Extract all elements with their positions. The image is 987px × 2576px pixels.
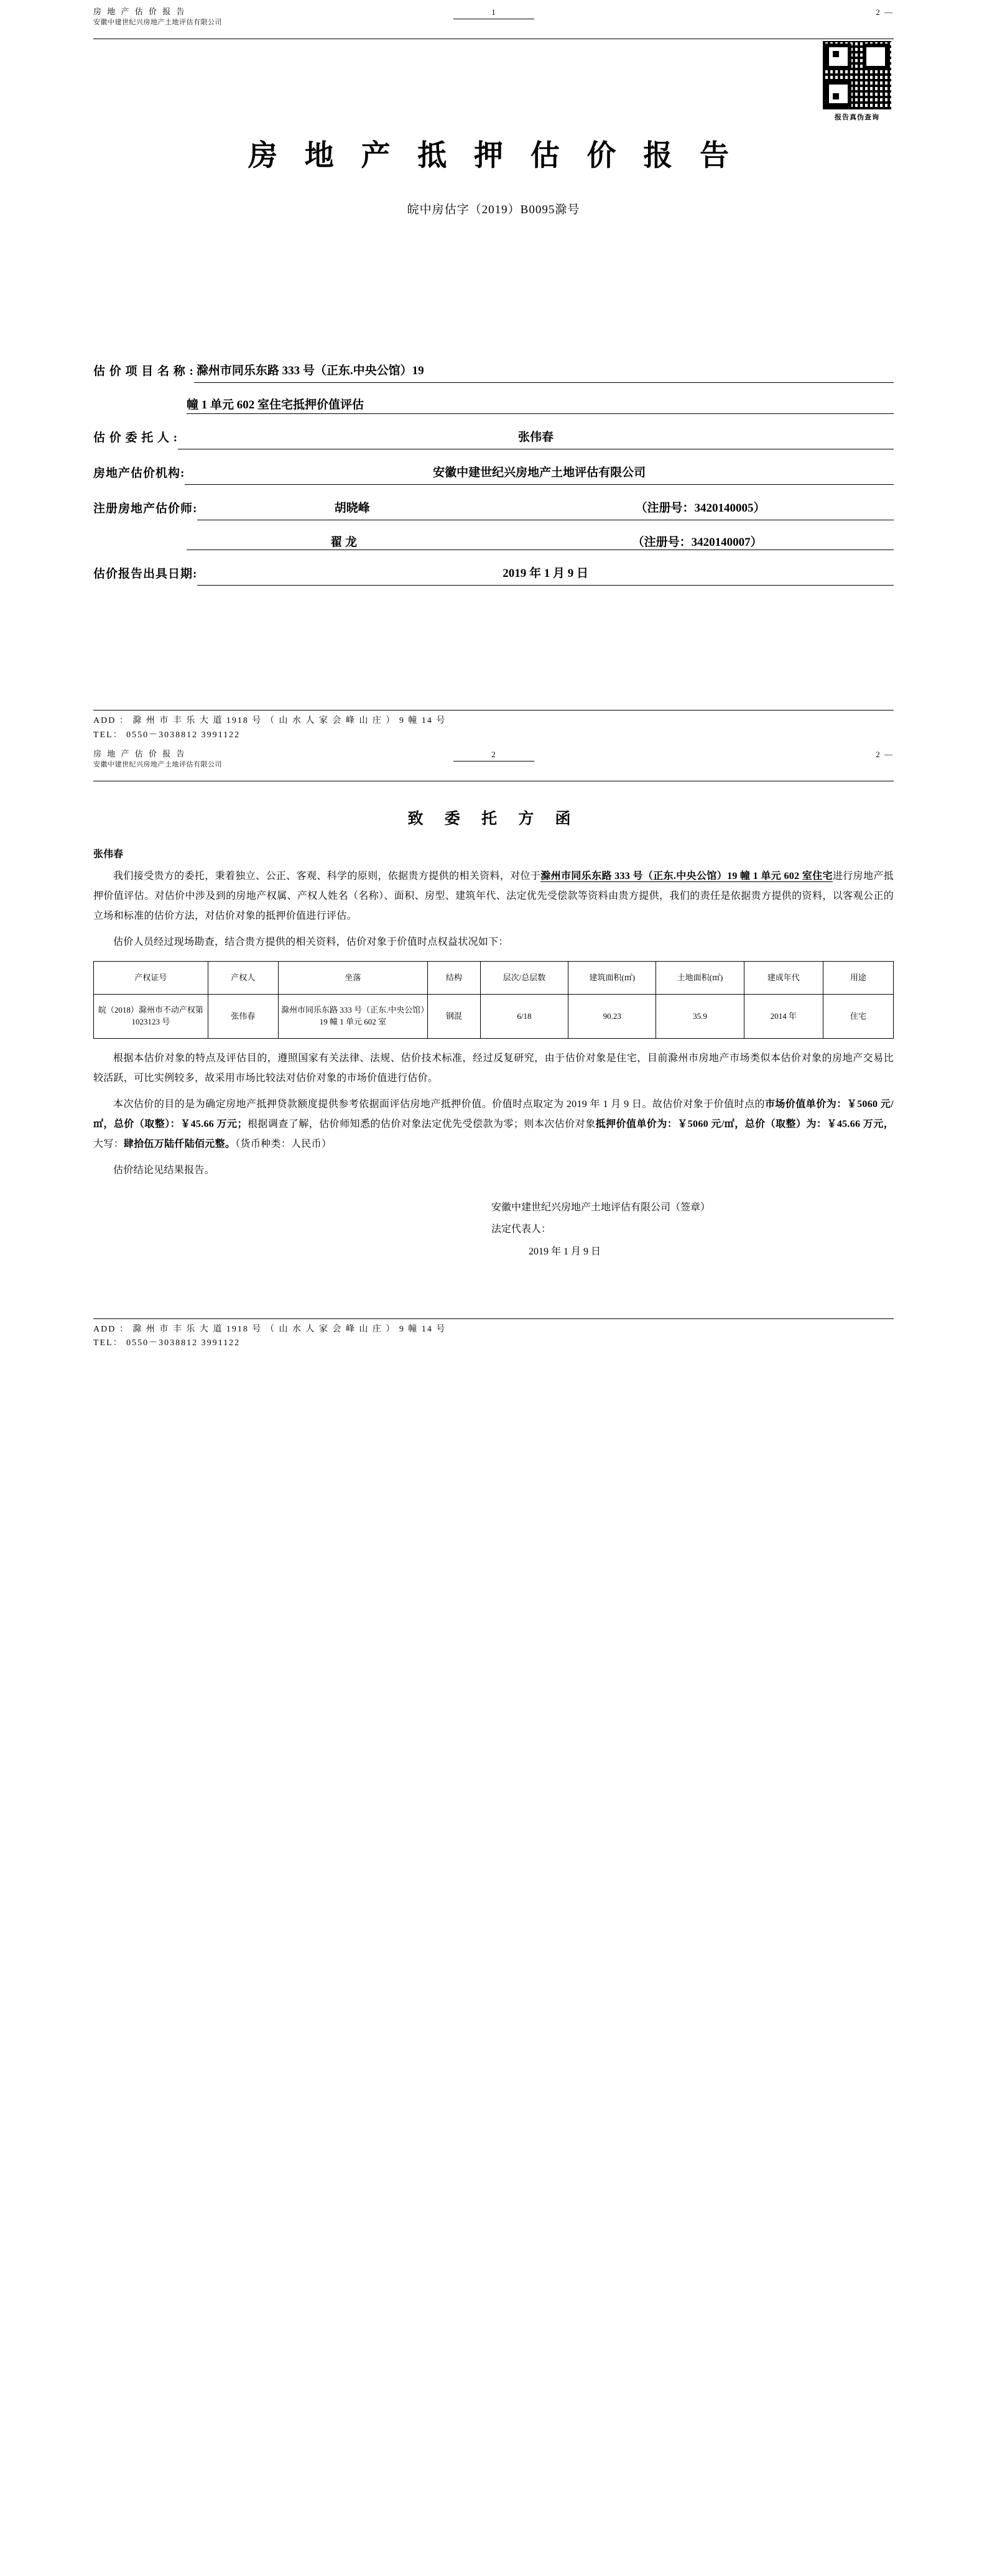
th-build-year: 建成年代	[744, 962, 823, 995]
page-cover	[0, 0, 987, 742]
td-build-area: 90.23	[568, 995, 656, 1039]
letter-p1-text-b: 进行房地产抵押价值评估。对估价中涉及到的房地产权属、产权人姓名（名称）、面积、房型、建筑年代、法定优先受偿款等资料由贵方提供，我们的责任是依据贵方提供的资料，以客观公正的立场和标准的估价方法，对估价对象的抵押价值进行评估。	[93, 871, 894, 922]
field-project-name-line2	[93, 395, 894, 414]
field-issue-date	[93, 563, 894, 586]
letter-paragraph-4	[93, 1095, 894, 1154]
letter-p4-text-e: （货币种类：人民币）	[235, 1139, 332, 1150]
field-appraiser-2	[93, 533, 894, 550]
running-header-title-2: 房 地 产 估 价 报 告	[93, 749, 187, 759]
footer-page2	[93, 1318, 894, 1351]
running-header-subtitle-2: 安徽中建世纪兴房地产土地评估有限公司	[93, 761, 222, 769]
running-header-subtitle: 安徽中建世纪兴房地产土地评估有限公司	[93, 18, 222, 26]
indent-spacer-2	[93, 533, 187, 550]
field-project-name-value-line2: 幢 1 单元 602 室住宅抵押价值评估	[187, 395, 894, 414]
field-project-name	[93, 360, 894, 383]
letter-p4-text-d: 大写：	[93, 1139, 124, 1150]
qr-caption: 报告真伪查询	[835, 114, 879, 121]
page-number: 1	[491, 7, 496, 17]
table-row	[94, 995, 894, 1039]
field-appraiser-2-name: 翟 龙	[187, 533, 501, 550]
th-owner: 产权人	[208, 962, 278, 995]
cover-fields	[93, 360, 894, 586]
footer-tel-2: TEL： 0550－3038812 3991122	[93, 1338, 241, 1348]
field-appraiser-label: 注册房地产估价师:	[93, 502, 198, 516]
footer-divider	[93, 710, 894, 711]
field-appraiser-1	[93, 497, 894, 520]
signature-legal-rep: 法定代表人：	[491, 1224, 552, 1235]
qr-code-icon	[823, 41, 891, 109]
th-land-area: 土地面积(㎡)	[656, 962, 744, 995]
field-project-name-label: 估 价 项 目 名 称 :	[93, 365, 194, 378]
running-header-page-number	[432, 7, 556, 19]
field-agency-value: 安徽中建世纪兴房地产土地评估有限公司	[185, 462, 894, 485]
running-header-page2	[93, 742, 894, 780]
field-appraiser-2-values	[187, 533, 894, 550]
th-use: 用途	[823, 962, 893, 995]
td-owner: 张伟春	[208, 995, 278, 1039]
footer-page1	[93, 710, 894, 742]
letter-p4-text-c: 根据调查了解，估价师知悉的估价对象法定优先受偿款为零；则本次估价对象	[247, 1119, 596, 1130]
indent-spacer	[93, 395, 187, 414]
letter-p4-amount-in-words: 肆拾伍万陆仟陆佰元整。	[123, 1139, 236, 1150]
td-location: 滁州市同乐东路 333 号（正东.中央公馆）19 幢 1 单元 602 室	[278, 995, 427, 1039]
letter-paragraph-3: 根据本估价对象的特点及评估目的，遵照国家有关法律、法规、估价技术标准，经过反复研究，由于估价对象是住宅，目前滁州市房地产市场类似本估价对象的房地产交易比较活跃，可比实例较多，故采用市场比较法对估价对象的市场价值进行估价。	[93, 1053, 894, 1084]
running-header-page-number-2	[432, 750, 556, 761]
th-location: 坐落	[278, 962, 427, 995]
footer-address-2: ADD ： 滁 州 市 丰 乐 大 道 1918 号 （ 山 水 人 家 会 峰 山 庄 ） 9 幢 14 号	[93, 1324, 447, 1334]
running-header-right-mark: 2 —	[876, 7, 894, 17]
qr-corner-inner-bl	[833, 93, 839, 99]
signature-date: 2019 年 1 月 9 日	[529, 1246, 601, 1257]
letter-title: 致 委 托 方 函	[407, 811, 580, 828]
th-cert-no: 产权证号	[94, 962, 208, 995]
field-project-name-value-line1: 滁州市同乐东路 333 号（正东.中央公馆）19	[194, 360, 894, 383]
running-header-left-2	[93, 748, 222, 770]
field-agency	[93, 462, 894, 485]
letter-p1-underlined-address: 滁州市同乐东路 333 号（正东.中央公馆）19 幢 1 单元 602 室住宅	[540, 871, 833, 882]
letter-p4-market-value: 市场价值单价为：￥5060 元/㎡，总价（取整）：￥45.66 万元；	[93, 1099, 894, 1130]
td-use: 住宅	[823, 995, 893, 1039]
field-issue-date-label: 估价报告出具日期:	[93, 568, 198, 581]
field-issue-date-value: 2019 年 1 月 9 日	[197, 563, 894, 586]
page2-bottom-spacer	[93, 1263, 894, 1300]
qr-block	[820, 41, 894, 122]
footer-tel: TEL： 0550－3038812 3991122	[93, 730, 241, 740]
signature-company: 安徽中建世纪兴房地产土地评估有限公司（签章）	[491, 1202, 711, 1213]
qr-corner-inner-tl	[833, 51, 839, 57]
td-build-year: 2014 年	[744, 995, 823, 1039]
letter-p1-text-a: 我们接受贵方的委托，秉着独立、公正、客观、科学的原则，依据贵方提供的相关资料，对位于	[113, 871, 541, 882]
cover-bottom-spacer	[93, 598, 894, 691]
page-number-2: 2	[491, 750, 496, 760]
running-header-left	[93, 6, 222, 28]
field-client-label: 估 价 委 托 人 :	[93, 431, 178, 445]
cover-report-code: 皖中房估字（2019）B0095滁号	[407, 203, 580, 216]
letter-paragraph-1	[93, 867, 894, 926]
td-cert-no: 皖（2018）滁州市不动产权第 1023123 号	[94, 995, 208, 1039]
property-table	[93, 961, 894, 1039]
cover-title: 房 地 产 抵 押 估 价 报 告	[248, 140, 739, 172]
running-header-right-mark-2: 2 —	[876, 750, 894, 760]
letter-paragraph-2: 估价人员经过现场勘查，结合贵方提供的相关资料，估价对象于价值时点权益状况如下：	[113, 937, 509, 948]
th-build-area: 建筑面积(㎡)	[568, 962, 656, 995]
th-floor: 层次/总层数	[480, 962, 568, 995]
field-appraiser-2-reg: （注册号：3420140007）	[501, 533, 894, 550]
field-client	[93, 426, 894, 449]
table-header-row	[94, 962, 894, 995]
letter-p4-mortgage-value: 抵押价值单价为：￥5060 元/㎡，总价（取整）为：￥45.66 万元，	[595, 1119, 894, 1130]
letter-paragraph-5: 估价结论见结果报告。	[113, 1165, 215, 1176]
footer-address: ADD ： 滁 州 市 丰 乐 大 道 1918 号 （ 山 水 人 家 会 峰 山 庄 ） 9 幢 14 号	[93, 716, 447, 726]
running-header-title: 房 地 产 估 价 报 告	[93, 7, 187, 16]
td-structure: 钢混	[427, 995, 480, 1039]
running-header-page1	[93, 0, 894, 37]
field-client-value: 张伟春	[178, 426, 894, 449]
field-appraiser-1-name: 胡晓峰	[197, 497, 507, 520]
letter-p4-text-a: 本次估价的目的是为确定房地产抵押贷款额度提供参考依据面评估房地产抵押价值。价值时点取定为 2019 年 1 月 9 日。故估价对象于价值时点的	[113, 1099, 765, 1110]
signature-block	[93, 1197, 894, 1263]
field-appraiser-1-reg: （注册号：3420140005）	[507, 497, 894, 520]
field-agency-label: 房地产估价机构:	[93, 467, 185, 481]
field-appraiser-1-values	[197, 497, 894, 520]
page-letter	[0, 742, 987, 1350]
td-floor: 6/18	[480, 995, 568, 1039]
qr-corner-inner-tr	[875, 51, 881, 57]
th-structure: 结构	[427, 962, 480, 995]
footer-divider-2	[93, 1318, 894, 1319]
letter-addressee: 张伟春	[93, 849, 124, 860]
td-land-area: 35.9	[656, 995, 744, 1039]
